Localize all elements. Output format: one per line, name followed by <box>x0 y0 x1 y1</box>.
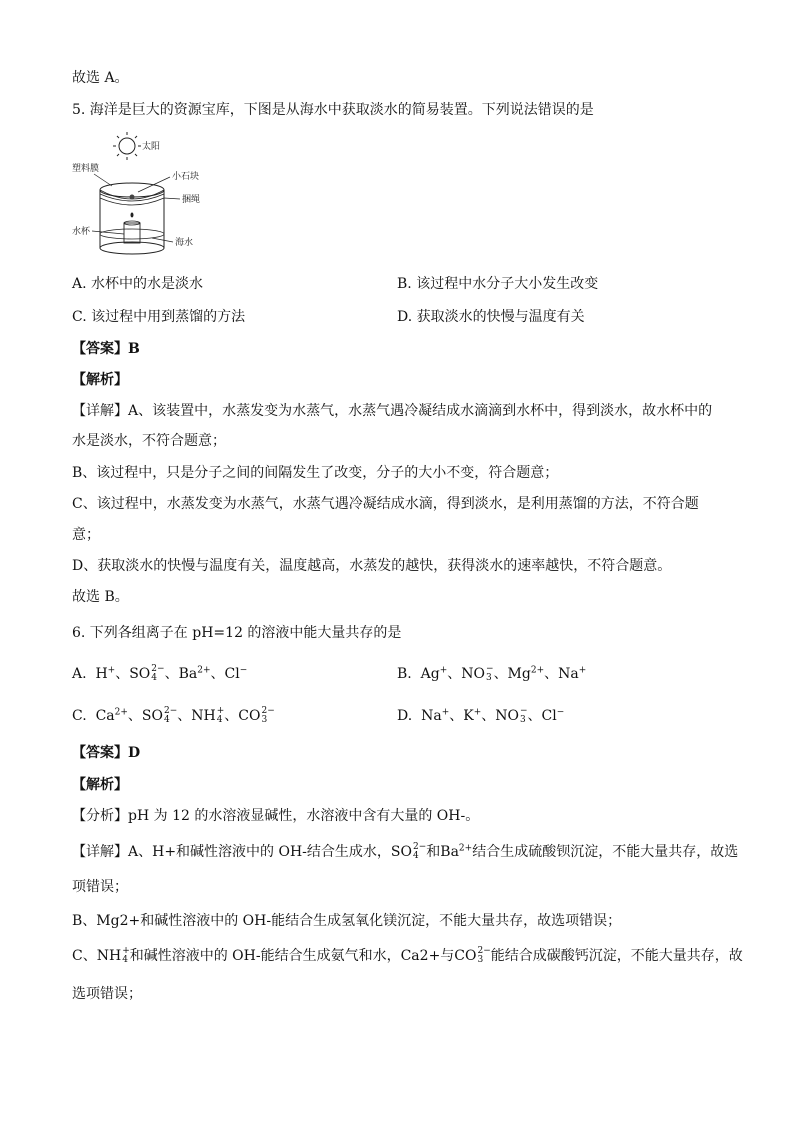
label-stone: 小石块 <box>172 172 200 182</box>
q5-option-d: D. 获取淡水的快慢与温度有关 <box>397 309 585 325</box>
q5-figure <box>72 130 232 260</box>
q6-option-d: D. Na+、K+、NO − 3 、Cl− <box>397 706 565 725</box>
label-film: 塑料膜 <box>72 164 100 174</box>
q5-detail-1a: 【详解】A、该装置中，水蒸发变为水蒸气，水蒸气遇冷凝结成水滴滴到水杯中，得到淡水，故水杯中的 <box>72 403 713 419</box>
q6-analysis-tag: 【解析】 <box>72 777 128 793</box>
q6-detail-b: B、Mg2+和碱性溶液中的 OH-能结合生成氢氧化镁沉淀，不能大量共存，故选项错误； <box>72 913 622 929</box>
q5-option-a: A. 水杯中的水是淡水 <box>72 276 204 292</box>
prev-conclusion: 故选 A。 <box>72 70 129 86</box>
q5-analysis-tag: 【解析】 <box>72 372 128 388</box>
q5-stem: 5. 海洋是巨大的资源宝库，下图是从海水中获取淡水的简易装置。下列说法错误的是 <box>72 102 594 118</box>
sun-icon <box>113 132 141 160</box>
label-sun: 太阳 <box>142 142 161 152</box>
q5-detail-2: B、该过程中，只是分子之间的间隔发生了改变，分子的大小不变，符合题意； <box>72 465 559 481</box>
label-cup: 水杯 <box>72 227 91 237</box>
label-rope: 捆绳 <box>182 195 201 205</box>
q6-option-a: A. H+、SO 2− 4 、$Ba^{2+}$、Cl− <box>72 664 248 683</box>
q5-option-b: B. 该过程中水分子大小发生改变 <box>397 276 599 292</box>
q6-detail-c-2: 选项错误； <box>72 986 142 1002</box>
q5-option-c: C. 该过程中用到蒸馏的方法 <box>72 309 246 325</box>
q6-analysis: 【分析】pH 为 12 的水溶液显碱性，水溶液中含有大量的 OH-。 <box>72 808 480 824</box>
q6-stem: 6. 下列各组离子在 pH=12 的溶液中能大量共存的是 <box>72 625 402 641</box>
q6-detail-a-2: 项错误； <box>72 879 128 895</box>
q6-option-b: B. Ag+、NO − 3 、$Mg^{2+}$、Na+ <box>397 664 587 683</box>
q5-detail-3b: 意； <box>72 527 100 543</box>
q6-answer: 【答案】D <box>72 745 141 761</box>
label-seawater: 海水 <box>175 238 194 248</box>
q6-option-c: C. $Ca^{2+}$、SO 2− 4 、NH + 4 、CO 2− 3 <box>72 706 275 725</box>
q5-conclusion: 故选 B。 <box>72 589 129 605</box>
q5-detail-4: D、获取淡水的快慢与温度有关，温度越高，水蒸发的越快，获得淡水的速率越快，不符合题意。 <box>72 558 672 574</box>
q5-detail-1b: 水是淡水，不符合题意； <box>72 433 226 449</box>
q5-answer: 【答案】B <box>72 341 140 357</box>
q5-detail-3a: C、该过程中，水蒸发变为水蒸气，水蒸气遇冷凝结成水滴，得到淡水，是利用蒸馏的方法，不符合题 <box>72 496 699 512</box>
q6-detail-a: 【详解】A、H+和碱性溶液中的 OH-结合生成水，SO 2− 4 和$Ba^{2+}$结合生成硫酸钡沉淀，不能大量共存，故选 <box>72 842 739 861</box>
q6-detail-c: C、NH + 4 和碱性溶液中的 OH-能结合生成氨气和水，Ca2+与CO 2− 3 能结合成碳酸钙沉淀，不能大量共存，故 <box>72 946 743 965</box>
